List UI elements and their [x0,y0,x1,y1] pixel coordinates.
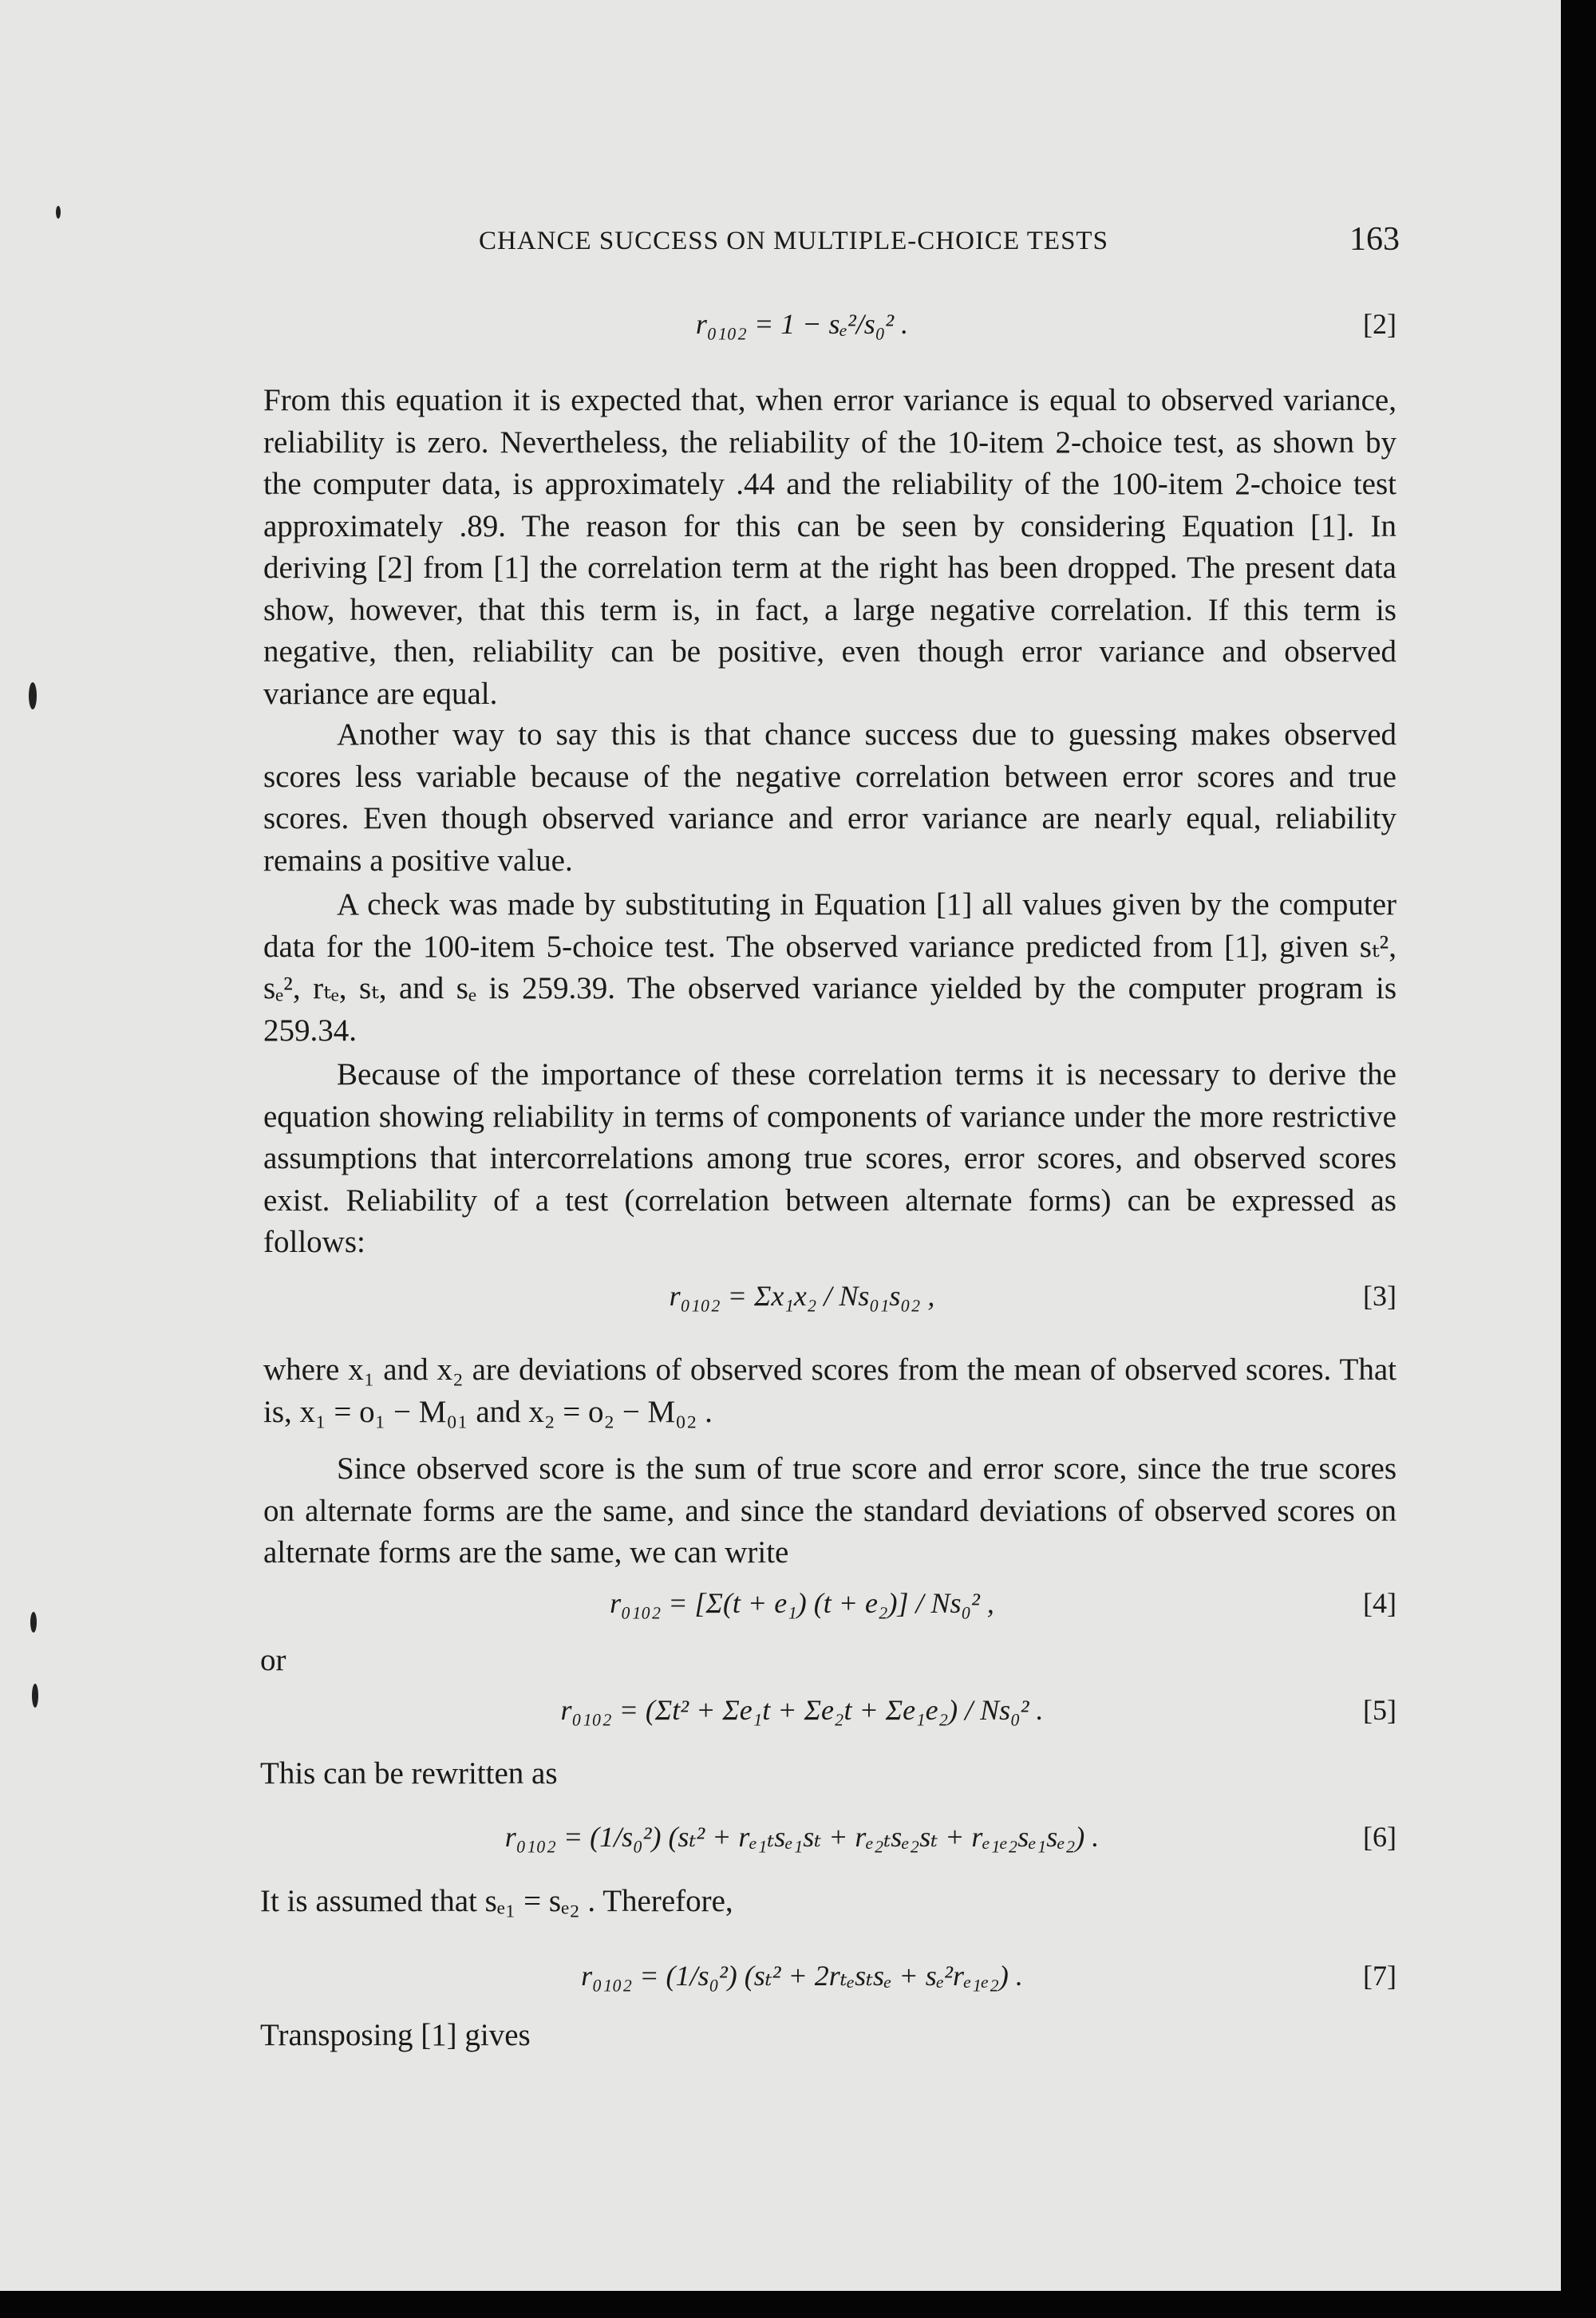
equation-6-expression: r₀₁₀₂ = (1/s₀²) (sₜ² + rₑ₁ₜsₑ₁sₜ + rₑ₂ₜsₑ₂sₜ + rₑ₁ₑ₂sₑ₁sₑ₂) . [504,1821,1100,1853]
equation-5 [263,1693,1396,1736]
equation-4-number: [4] [1363,1587,1396,1619]
page-number: 163 [1349,221,1400,258]
text-rewritten: This can be rewritten as [260,1756,558,1791]
paragraph-another-way: Another way to say this is that chance success due to guessing makes observed scores less variable because of the negative correlation between error scores and true scores. Even though observed variance and error variance are nearly equal, reliability remains a positive value. [263,717,1396,878]
equation-5-number: [5] [1363,1694,1396,1726]
paragraph-importance: Because of the importance of these correlation terms it is necessary to derive the equation showing reliability in terms of components of variance under the more restrictive assumptions that intercorrelations among true scores, error scores, and observed scores exist. Reliability of a test (correlation between alternate forms) can be expressed as follows: [263,1057,1396,1259]
equation-3-expression: r₀₁₀₂ = Σx₁x₂ / Ns₀₁s₀₂ , [669,1280,935,1312]
equation-7-expression: r₀₁₀₂ = (1/s₀²) (sₜ² + 2rₜₑsₜsₑ + sₑ²rₑ₁ₑ₂) . [581,1960,1023,1992]
paragraph-since: Since observed score is the sum of true score and error score, since the true scores on alternate forms are the same, and since the standard deviations of observed scores on alternate forms are the same, we can write [263,1451,1396,1570]
equation-7-number: [7] [1363,1960,1396,1992]
page-header [479,220,1404,268]
paragraph-reliability-zero: From this equation it is expected that, when error variance is equal to observed variance, reliability is zero. Nevertheless, the reliability of the 10-item 2-choice test, as shown by the computer data, is approximately .44 and the reliability of the 100-item 2-choice test approximately .89. The reason for this can be seen by considering Equation [1]. In deriving [2] from [1] the correlation term at the right has been dropped. The present data show, however, that this term is, in fact, a large negative correlation. If this term is negative, then, reliability can be positive, even though error variance and observed variance are equal. [263,383,1396,711]
equation-7 [263,1959,1396,2002]
paragraph-where: where x₁ and x₂ are deviations of observed scores from the mean of observed scores. That is, x₁ = o₁ − M₀₁ and x₂ = o₂ − M₀₂ . [263,1352,1396,1429]
equation-4-expression: r₀₁₀₂ = [Σ(t + e₁) (t + e₂)] / Ns₀² , [610,1587,994,1619]
text-transposing: Transposing [1] gives [260,2018,531,2052]
equation-2-expression: r₀₁₀₂ = 1 − sₑ²/s₀² . [695,308,909,340]
equation-6-number: [6] [1363,1821,1396,1853]
paragraph-check: A check was made by substituting in Equation [1] all values given by the computer data for the 100-item 5-choice test. The observed variance predicted from [1], given sₜ², sₑ², rₜₑ, sₜ, and sₑ is 259.39. The observed variance yielded by the computer program is 259.34. [263,887,1396,1048]
text-assumed: It is assumed that sₑ₁ = sₑ₂ . Therefore, [260,1884,733,1918]
equation-2 [263,307,1396,350]
running-title: CHANCE SUCCESS ON MULTIPLE-CHOICE TESTS [479,227,1108,255]
equation-5-expression: r₀₁₀₂ = (Σt² + Σe₁t + Σe₂t + Σe₁e₂) / Ns₀² . [560,1694,1044,1726]
scan-edge-right [1561,0,1596,2318]
equation-4 [263,1586,1396,1629]
equation-3-number: [3] [1363,1280,1396,1312]
equation-6 [263,1820,1396,1863]
equation-2-number: [2] [1363,308,1396,340]
text-or: or [260,1643,286,1677]
scan-speck [29,682,37,709]
scan-edge-bottom [0,2291,1596,2318]
scan-speck [56,206,61,219]
equation-3 [263,1279,1396,1322]
scan-speck [30,1612,37,1633]
scan-speck [32,1684,38,1708]
